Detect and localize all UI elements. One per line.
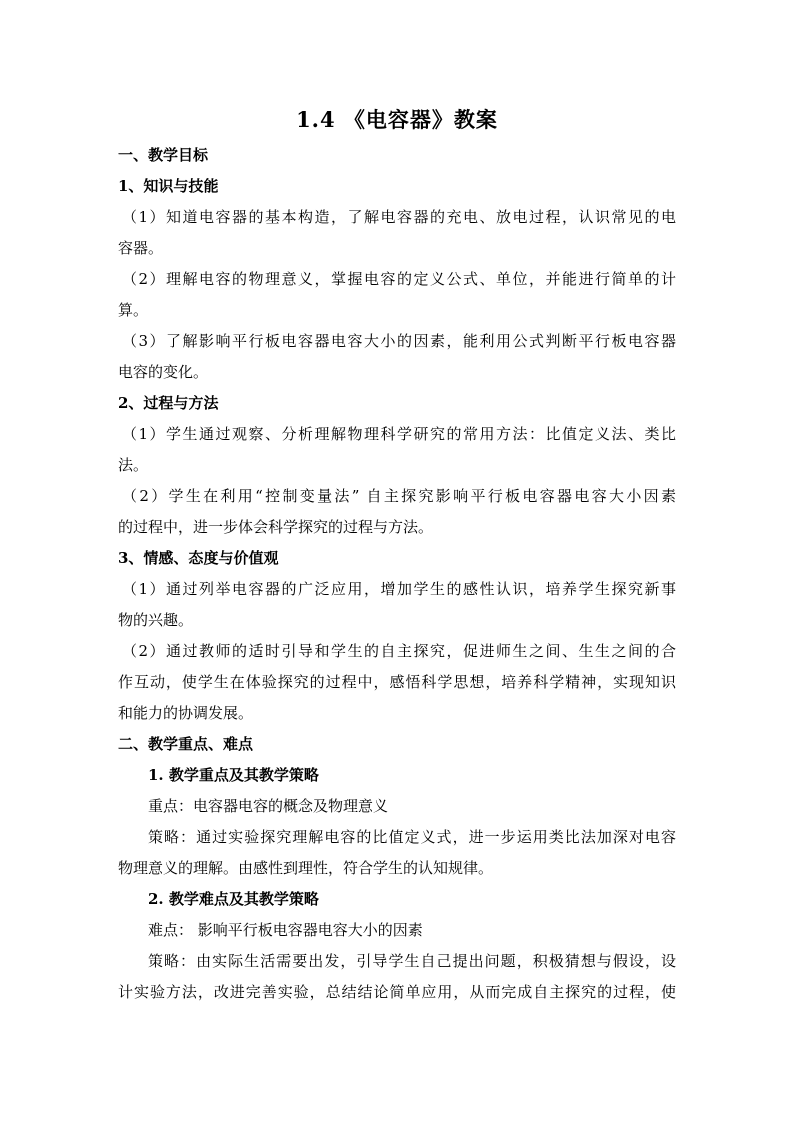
section-heading: 1、知识与技能 [118, 177, 219, 195]
text-line: 算。 [118, 301, 149, 319]
text-line: 电容的变化。 [118, 363, 209, 381]
text-line: （2）理解电容的物理意义，掌握电容的定义公式、单位，并能进行简单的计 [122, 270, 676, 288]
text-line: （3）了解影响平行板电容器电容大小的因素，能利用公式判断平行板电容器 [122, 332, 676, 350]
section-heading: 2. 教学难点及其教学策略 [148, 890, 319, 908]
section-heading: 一、教学目标 [118, 146, 209, 164]
section-heading: 3、情感、态度与价值观 [118, 549, 279, 567]
text-line: 作互动，使学生在体验探究的过程中，感悟科学思想，培养科学精神，实现知识 [118, 673, 676, 691]
text-line: 法。 [118, 456, 149, 474]
text-line: 的过程中，进一步体会科学探究的过程与方法。 [118, 518, 434, 536]
text-line: （1）学生通过观察、分析理解物理科学研究的常用方法：比值定义法、类比 [122, 425, 676, 443]
text-line: （2）学生在利用“控制变量法” 自主探究影响平行板电容器电容大小因素 [122, 487, 676, 505]
text-line: 物的兴趣。 [118, 611, 194, 629]
text-line: （1）通过列举电容器的广泛应用，增加学生的感性认识，培养学生探究新事 [122, 580, 676, 598]
text-line: 容器。 [118, 239, 164, 257]
text-line: 和能力的协调发展。 [118, 704, 254, 722]
section-heading: 二、教学重点、难点 [118, 735, 254, 753]
text-line: 难点： 影响平行板电容器电容大小的因素 [148, 921, 423, 939]
text-line: （2）通过教师的适时引导和学生的自主探究，促进师生之间、生生之间的合 [122, 642, 676, 660]
text-line: （1）知道电容器的基本构造，了解电容器的充电、放电过程，认识常见的电 [122, 208, 676, 226]
document-body [118, 140, 676, 1008]
text-line: 策略：通过实验探究理解电容的比值定义式，进一步运用类比法加深对电容 [148, 828, 676, 846]
text-line: 重点：电容器电容的概念及物理意义 [148, 797, 389, 815]
section-heading: 1. 教学重点及其教学策略 [148, 766, 319, 784]
section-heading: 2、过程与方法 [118, 394, 219, 412]
text-line: 策略：由实际生活需要出发，引导学生自己提出问题，积极猜想与假设，设 [148, 952, 676, 970]
text-line: 计实验方法，改进完善实验，总结结论简单应用，从而完成自主探究的过程，使 [118, 983, 676, 1001]
page-title: 1.4 《电容器》教案 [296, 107, 498, 132]
text-line: 物理意义的理解。由感性到理性，符合学生的认知规律。 [118, 859, 494, 877]
